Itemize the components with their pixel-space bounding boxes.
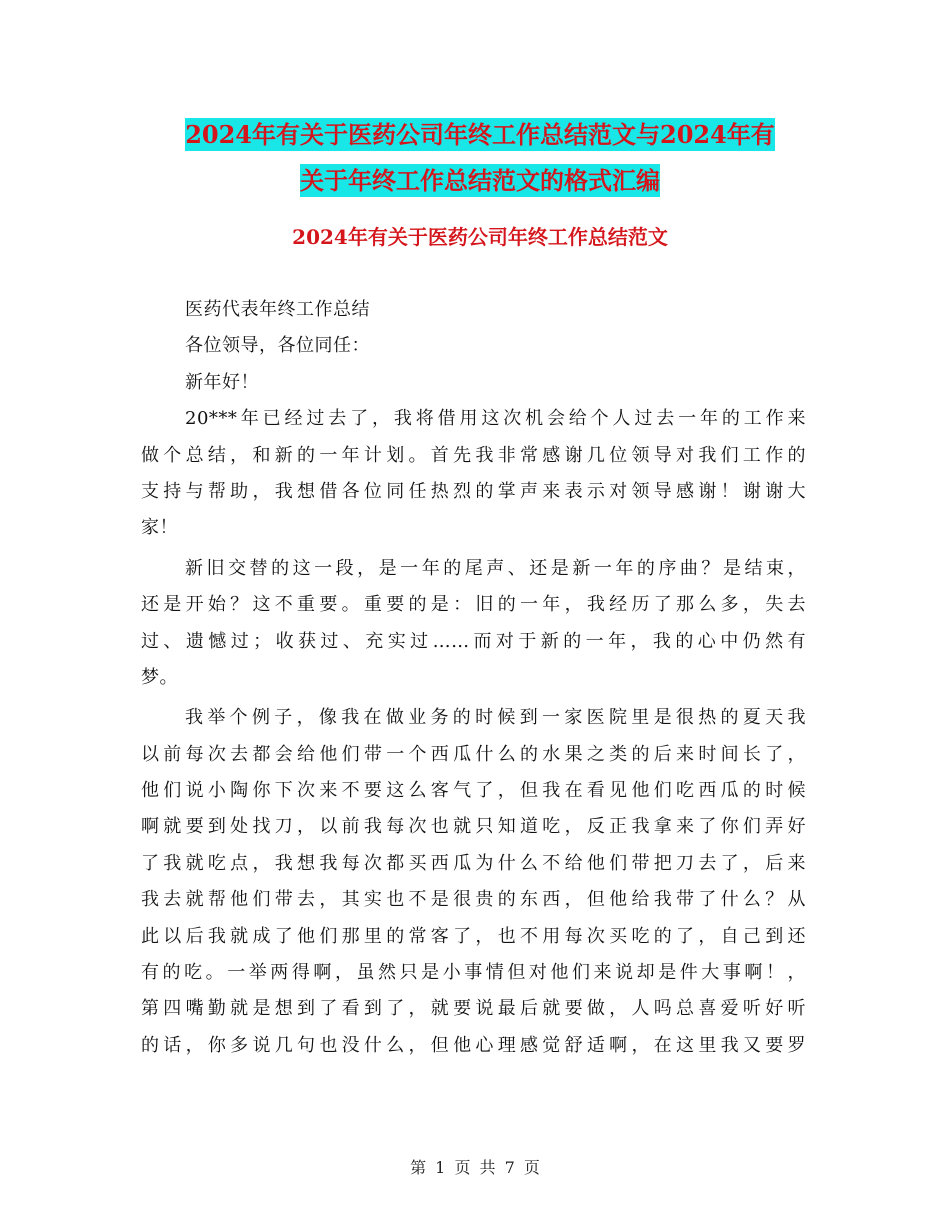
text-line: 支持与帮助，我想借各位同任热烈的掌声来表示对领导感谢！谢谢大 [141, 480, 806, 502]
text-line: 新年好！ [185, 371, 259, 393]
text-line: 还是开始？这不重要。重要的是：旧的一年，我经历了那么多，失去 [141, 594, 806, 616]
page-number: 第 1 页 共 7 页 [410, 1158, 540, 1177]
title-line-2: 关于年终工作总结范文的格式汇编 [300, 166, 660, 195]
text-line: 20***年已经过去了，我将借用这次机会给个人过去一年的工作来 [185, 408, 806, 430]
text-line: 家！ [141, 517, 178, 539]
section-title: 2024年有关于医药公司年终工作总结范文 [292, 225, 668, 249]
text-line: 啊就要到处找刀，以前我每次也就只知道吃，反正我拿来了你们弄好 [141, 816, 806, 838]
text-line: 有的吃。一举两得啊，虽然只是小事情但对他们来说却是件大事啊！， [141, 962, 806, 984]
text-line: 我去就帮他们带去，其实也不是很贵的东西，但他给我带了什么？从 [141, 889, 806, 911]
text-line: 做个总结，和新的一年计划。首先我非常感谢几位领导对我们工作的 [141, 444, 806, 466]
title-line-1: 2024年有关于医药公司年终工作总结范文与2024年有 [185, 120, 775, 149]
text-line: 各位领导，各位同任： [185, 335, 370, 357]
document-body [141, 292, 806, 1064]
text-line: 第四嘴勤就是想到了看到了，就要说最后就要做，人吗总喜爱听好听 [141, 998, 806, 1020]
text-line: 了我就吃点，我想我每次都买西瓜为什么不给他们带把刀去了，后来 [141, 852, 806, 874]
document-title [140, 112, 820, 204]
text-line: 的话，你多说几句也没什么，但他心理感觉舒适啊，在这里我又要罗 [141, 1034, 806, 1056]
text-line: 梦。 [141, 666, 178, 688]
text-line: 以前每次去都会给他们带一个西瓜什么的水果之类的后来时间长了， [141, 743, 806, 765]
text-line: 我举个例子，像我在做业务的时候到一家医院里是很热的夏天我 [185, 707, 806, 729]
text-line: 此以后我就成了他们那里的常客了，也不用每次买吃的了，自己到还 [141, 925, 806, 947]
text-line: 过、遗憾过；收获过、充实过……而对于新的一年，我的心中仍然有 [141, 630, 806, 652]
text-line: 他们说小陶你下次来不要这么客气了，但我在看见他们吃西瓜的时候 [141, 780, 806, 802]
text-line: 医药代表年终工作总结 [185, 299, 370, 320]
text-line: 新旧交替的这一段，是一年的尾声、还是新一年的序曲？是结束， [185, 557, 806, 579]
